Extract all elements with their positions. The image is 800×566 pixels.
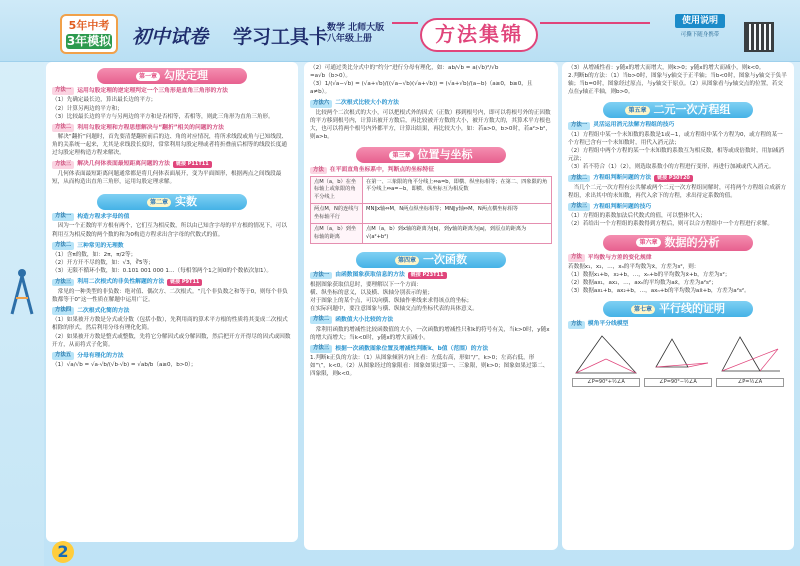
method-tag: 方法三 — [52, 161, 74, 169]
method-line: （2）数据ax₁，ax₂，…，axₙ的平均数为ax̄，方差为a²s²； — [568, 280, 717, 287]
method-title: 利用二次根式的非负性解题的方法 — [77, 279, 165, 286]
method-text: 常利用函数的增减性比较函数值的大小，一次函数的增减性只和k的符号有关，当k>0时，y随x的增大而增大；当k<0时，y随x的增大而减小。 — [310, 326, 550, 341]
method-tag: 方法二 — [52, 242, 74, 250]
method-title: 模角平分线模型 — [587, 321, 629, 328]
method-line: （2）开方开不尽的数，如：√3，∛5等； — [52, 260, 154, 267]
triangle-diagram-icon — [644, 333, 712, 377]
method-line: （3）无限不循环小数，如：0.101 001 000 1…（每相邻两个1之间0的个数依次加1）。 — [52, 268, 272, 275]
method-heading — [52, 352, 292, 360]
method-title: 函数值大小比较的方法 — [335, 317, 394, 324]
link-badge: 链接 P30T20 — [654, 175, 693, 182]
method-title: 三种常见的无理数 — [77, 242, 124, 249]
method-heading — [52, 307, 292, 315]
method-text: 因为一个正数的平方根有两个，它们互为相反数，所以由已知含字母的平方根的情况下，可以利用互为相反数的两个数的和为0构造方程求出含字母的代数式的值。 — [52, 223, 287, 238]
chapter-banner-4 — [356, 252, 506, 268]
method-tag: 方法 — [568, 254, 585, 262]
method-tag: 方法二 — [568, 175, 590, 183]
header-rule-left — [392, 22, 418, 24]
table-cell: 点M（a，b）在坐标轴上或象限的角平分线上 — [311, 176, 363, 204]
method-title: 解决几何体表面最短距离问题的方法 — [77, 161, 170, 168]
method-heading — [52, 242, 292, 250]
method-line: （1）如果被开方数是分式或分数（包括小数），先利用商的算术平方根的性质将其变成二次根式相除的形式，然后利用分母有理化化简。 — [52, 317, 288, 332]
chapter-no: 第五章 — [625, 106, 649, 115]
chapter-title: 实数 — [175, 195, 197, 209]
logo-top-text: 5年中考 — [68, 19, 110, 32]
method-line: 若数据x₁，x₂，…，xₙ的平均数为x̄，方差为s²，则： — [568, 263, 700, 270]
usage-note — [662, 12, 738, 52]
link-badge: 链接 P23T11 — [408, 272, 447, 279]
chapter-banner-5 — [603, 102, 753, 118]
method-title: 由函数图象获取信息的方法 — [335, 272, 405, 279]
method-tag: 方法二 — [52, 124, 74, 132]
chapter-title: 位置与坐标 — [417, 148, 473, 162]
method-heading — [310, 166, 552, 174]
method-heading — [568, 254, 788, 262]
page-number: 2 — [52, 541, 74, 563]
method-heading — [568, 121, 788, 129]
method-line: （2）计算另两边的平方和； — [52, 105, 123, 112]
method-tag: 方法 — [568, 321, 585, 329]
triangle-diagram-icon — [716, 333, 784, 377]
method-line: （1）含π的数，如：2π，π/2等； — [52, 252, 137, 259]
formula-line: （1）√a/√b = √a·√b/(√b·√b) = √ab/b（a≥0，b>0）； — [52, 362, 197, 369]
method-line: 对于图象上的某个点，可以向横、纵轴作垂线来求得该点的坐标； — [310, 297, 473, 304]
method-text: 常见的一种类型的非负数：绝对值、偶次方、二次根式。“几个非负数之和等于0，则每个非负数都等于0”这一性质在解题中运用广泛。 — [52, 288, 288, 303]
figure-caption: ∠P=½∠A — [716, 378, 784, 387]
method-heading — [568, 174, 788, 182]
method-tag: 方法三 — [568, 203, 590, 211]
method-line: （1）方程组的系数加法后代数式的值，可以整体代入； — [568, 213, 706, 220]
method-heading — [568, 320, 788, 328]
column-right — [562, 62, 794, 550]
header-subject — [327, 23, 384, 45]
method-line: 2.判断b的方法：（1）当b>0时，图象与y轴交于正半轴；当b<0时，图象与y轴交于负半轴；当b=0时，图象经过原点，与y轴交于原点。（2）从图象看与y轴交点的位置，若交点在y轴正半轴，则b>0。 — [568, 73, 787, 96]
usage-note-label: 使用说明 — [675, 14, 725, 28]
header-rule-right — [540, 22, 650, 24]
method-tag: 方法一 — [52, 213, 74, 221]
method-heading — [52, 213, 292, 221]
page-header — [0, 0, 800, 62]
qr-code-icon — [744, 22, 774, 52]
method-text: 几何体表面最短距离问题通常都是将几何体表面展开，变为平面图形，根据两点之间线段最短，从而构造出直角三角形，运用勾股定理求解。 — [52, 170, 282, 185]
table-cell: 点M（a，b）到坐标轴的距离 — [311, 224, 363, 244]
method-tag: 方法 — [310, 167, 327, 175]
method-heading — [52, 160, 292, 168]
table-row — [311, 204, 552, 224]
compass-icon — [9, 268, 35, 316]
header-title-exam: 初中试卷 — [132, 26, 209, 48]
method-line: （3）若不符合（1）（2），则选取系数小的方程进行变形，再进行加减或代入消元。 — [568, 164, 775, 171]
figure-1 — [572, 333, 640, 387]
method-title: 方程组判断问题的技巧 — [593, 203, 652, 210]
table-row — [311, 224, 552, 244]
method-heading — [310, 316, 552, 324]
header-grade-line: 八年级上册 — [327, 34, 373, 44]
method-tag: 方法四 — [52, 307, 74, 315]
chapter-no: 第二章 — [147, 198, 171, 207]
logo-bottom-text: 3年模拟 — [66, 34, 112, 48]
method-title: 构造方程求字母的值 — [77, 214, 130, 221]
method-title: 在平面直角坐标系中，判断点的坐标特征 — [329, 167, 435, 174]
coordinate-table — [310, 176, 552, 245]
chapter-no: 第三章 — [389, 151, 413, 160]
link-badge: 链接 P11T11 — [173, 161, 212, 168]
figure-2 — [644, 333, 712, 387]
figure-caption: ∠P=90°−½∠A — [644, 378, 712, 387]
method-title: 灵活运用消元法解方程组的技巧 — [593, 122, 675, 129]
method-text: 当几个二元一次方程有公共解或两个二元一次方程组同解时，可将两个方程组合成新方程组，求出其中的未知数，再代入余下的方程，求出待定系数的值。 — [568, 184, 787, 199]
brand-logo — [60, 14, 118, 54]
table-cell: 两点M，N的连线与坐标轴平行 — [311, 204, 363, 224]
method-line: （2）若给出一个方程组的系数得到方程后，则可以合方程组中一个方程进行求解。 — [568, 221, 773, 228]
method-tag: 方法一 — [568, 122, 590, 130]
method-tag: 方法二 — [310, 316, 332, 324]
method-title: 二次根式化简的方法 — [77, 307, 130, 314]
chapter-title: 勾股定理 — [164, 69, 208, 82]
table-cell: 点M（a，b）到x轴的距离为|b|，到y轴的距离为|a|，到原点的距离为√(a²+b²) — [363, 224, 552, 244]
method-tag: 方法一 — [310, 272, 332, 280]
method-line: （1）先确定最长边，算出最长边的平方； — [52, 97, 157, 104]
method-heading — [310, 345, 552, 353]
method-heading — [310, 271, 552, 279]
method-heading — [52, 278, 292, 286]
table-cell: 在第一、三象限的角平分线上⇔a=b，即横、纵坐标相等；在第二、四象限的角平分线上⇔a=−b，即横、纵坐标互为相反数 — [363, 176, 552, 204]
method-line: （3）比较最长边的平方与另两边的平方和是否相等，若相等，则此三角形为直角三角形。 — [52, 113, 274, 120]
usage-note-sub: 可撕下随身携带 — [680, 32, 720, 38]
method-tag: 方法三 — [310, 345, 332, 353]
method-text: 比较两个二次根式的大小，可以把根式外的因式（正数）移到根号内，即可以将根号外的正因数的平方移到根号内，计算出被开方数后，再比较被开方数的大小，被开方数大的，其算术平方根也大，也可以将两个根号内外都平方，计算出结果，再比较大小，如：若a>0，b>0时，若a²>b²，则a>b。 — [310, 109, 551, 141]
method-line: 根据图象获取信息时，要理解以下一个方面： — [310, 281, 422, 288]
chapter-no: 第六章 — [636, 238, 660, 247]
chapter-title: 一次函数 — [423, 253, 467, 267]
method-line: （3）从增减性看：y随x的增大而增大，则k>0；y随x的增大而减小，则k<0。 — [568, 65, 765, 71]
method-tag: 方法六 — [310, 100, 332, 108]
method-line: （1）数据x₁+b，x₂+b，…，xₙ+b的平均数为x̄+b，方差为s²； — [568, 272, 731, 279]
method-line: （1）方程组中某一个未知数的系数是1或−1，或方程组中某个方程为0，或方程的某一个方程已含有一个未知数时，用代入消元法； — [568, 131, 783, 146]
method-title: 分母有理化的方法 — [77, 352, 124, 359]
method-heading — [568, 203, 788, 211]
header-subject-line: 数学 北师大版 — [327, 23, 385, 33]
chapter-banner-3 — [356, 147, 506, 163]
chapter-banner-6 — [603, 235, 753, 251]
method-title: 利用勾股定理和方程思想解决与“翻折”相关的问题的方法 — [77, 124, 224, 131]
method-title: 根据一次函数图象位置及增减性判断k、b值（范围）的方法 — [335, 345, 489, 352]
table-cell: MN∥x轴⇔M，N两点纵坐标相等；MN∥y轴⇔M，N两点横坐标相等 — [363, 204, 552, 224]
method-heading — [52, 87, 292, 95]
formula-line: =a√b（b>0）。 — [310, 73, 352, 80]
chapter-banner-2 — [97, 194, 247, 210]
formula-line: （2）可通过类比分式中的“约分”进行分母有理化，如：ab/√b = a(√b)²/√b — [310, 65, 499, 71]
chapter-no: 第四章 — [395, 256, 419, 265]
method-line: （2）如果被开方数是整式或整数，先将它分解因式或分解因数，然后把开方开得尽的因式或因数开方，从而将式子化简。 — [52, 333, 291, 348]
method-tag: 方法五 — [52, 352, 74, 360]
header-title-card: 学习工具卡 — [233, 26, 329, 48]
chapter-no: 第一章 — [136, 72, 160, 81]
chapter-title: 二元一次方程组 — [653, 103, 731, 117]
formula-line: （3）1/(√a−√b) = (√a+√b)/((√a−√b)(√a+√b)) = (√a+√b)/(a−b)（a≥0，b≥0，且a≠b）。 — [310, 81, 533, 96]
method-heading — [52, 124, 292, 132]
triangle-diagram-icon — [572, 333, 640, 377]
link-badge: 链接 P9T11 — [167, 279, 202, 286]
method-line: （3）数据ax₁+b，ax₂+b，…，axₙ+b的平均数为ax̄+b，方差为a²s²。 — [568, 288, 750, 295]
chapter-title: 数据的分析 — [664, 235, 720, 249]
chapter-banner-7 — [603, 301, 753, 317]
figure-caption: ∠P=90°+½∠A — [572, 378, 640, 387]
column-middle — [304, 62, 558, 550]
method-title: 平均数与方差的变化规律 — [587, 254, 652, 261]
method-title: 运用勾股定理的逆定理判定一个三角形是直角三角形的方法 — [77, 88, 228, 94]
method-tag: 方法一 — [52, 87, 74, 95]
header-title-methods: 方法集锦 — [420, 18, 538, 52]
table-row — [311, 176, 552, 204]
method-line: （2）方程组中两个方程的某一个未知数的系数互为相反数，相等或成倍数时，用加减消元法； — [568, 148, 785, 163]
method-heading — [310, 99, 552, 107]
method-text: 1.判断k正负的方法：（1）从图象倾斜方向上看：左低右高，形如“/”，k>0；左高右低，形如“\”，k<0。（2）从图象经过的象限看：图象如果过第一、三象限，则k>0；图象如果过第二、四象限，则k<0。 — [310, 355, 549, 378]
method-title: 方程组判断问题的方法 — [593, 175, 652, 182]
column-left — [46, 62, 298, 542]
figure-3 — [716, 333, 784, 387]
method-title: 二次根式比较大小的方法 — [335, 100, 399, 107]
method-tag: 方法三 — [52, 279, 74, 287]
figure-row — [568, 333, 788, 387]
method-line: 在实际问题中，要注意图象与横、纵轴交点的坐标代表的具体意义。 — [310, 306, 478, 313]
chapter-banner-1 — [97, 68, 247, 84]
method-line: 横、纵坐标的意义，以及横、纵轴分别表示的量； — [310, 289, 434, 296]
method-text: 解决“翻折”问题时，首先要清楚翻折前后的边、角的对应情况，将所求线段或角与已知线段、角的关系统一起来，尤其是求线段长度时，常常利用勾股定理或者将折叠前后相等的线段长度通过勾股定理构造方程来解决。 — [52, 134, 288, 157]
chapter-title: 平行线的证明 — [659, 302, 725, 316]
chapter-no: 第七章 — [631, 305, 655, 314]
